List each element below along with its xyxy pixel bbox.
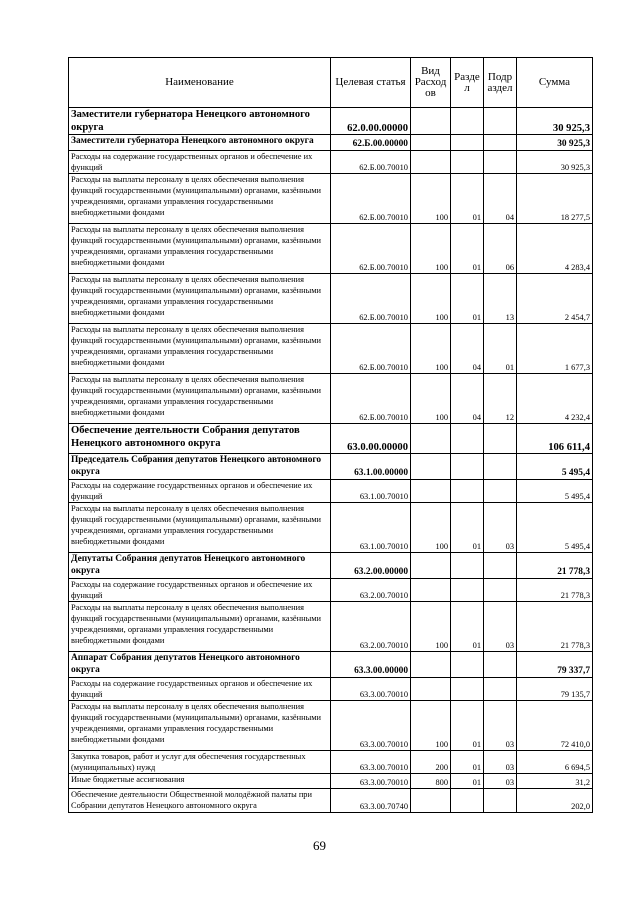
cell-rz	[451, 678, 484, 701]
cell-vid: 100	[411, 374, 451, 424]
cell-sum: 106 611,4	[517, 424, 593, 454]
cell-name: Расходы на содержание государственных органов и обеспечение их функций	[69, 678, 331, 701]
table-row	[69, 224, 593, 274]
cell-sum: 4 232,4	[517, 374, 593, 424]
cell-name: Расходы на выплаты персоналу в целях обеспечения выполнения функций государственными (муниципальными) органами, казёнными учреждениями, органами управления государственными внебюджетными фондами	[69, 374, 331, 424]
cell-vid: 800	[411, 774, 451, 789]
cell-code: 62.Б.00.70010	[331, 224, 411, 274]
header-target-article: Целевая статья	[331, 58, 411, 108]
table-row	[69, 274, 593, 324]
table-row	[69, 789, 593, 813]
cell-rz	[451, 135, 484, 151]
cell-pr	[484, 553, 517, 579]
cell-code: 63.3.00.00000	[331, 652, 411, 678]
cell-sum: 30 925,3	[517, 151, 593, 174]
cell-code: 63.0.00.00000	[331, 424, 411, 454]
cell-pr: 03	[484, 602, 517, 652]
table-row	[69, 324, 593, 374]
cell-name: Расходы на выплаты персоналу в целях обеспечения выполнения функций государственными (муниципальными) органами, казёнными учреждениями, органами управления государственными внебюджетными фондами	[69, 274, 331, 324]
cell-sum: 79 135,7	[517, 678, 593, 701]
cell-name: Расходы на выплаты персоналу в целях обеспечения выполнения функций государственными (муниципальными) органами, казёнными учреждениями, органами управления государственными внебюджетными фондами	[69, 701, 331, 751]
cell-sum: 5 495,4	[517, 480, 593, 503]
cell-rz	[451, 454, 484, 480]
header-name: Наименование	[69, 58, 331, 108]
cell-pr	[484, 579, 517, 602]
table-row	[69, 774, 593, 789]
table-row	[69, 751, 593, 774]
table-row	[69, 174, 593, 224]
cell-vid	[411, 424, 451, 454]
cell-pr: 04	[484, 174, 517, 224]
cell-sum: 30 925,3	[517, 108, 593, 135]
table-row	[69, 454, 593, 480]
cell-code: 63.3.00.70010	[331, 751, 411, 774]
cell-pr: 03	[484, 503, 517, 553]
cell-sum: 4 283,4	[517, 224, 593, 274]
cell-sum: 79 337,7	[517, 652, 593, 678]
cell-sum: 18 277,5	[517, 174, 593, 224]
cell-rz: 01	[451, 602, 484, 652]
table-row	[69, 652, 593, 678]
table-row	[69, 108, 593, 135]
cell-sum: 2 454,7	[517, 274, 593, 324]
cell-pr: 06	[484, 224, 517, 274]
table-row	[69, 374, 593, 424]
cell-vid	[411, 789, 451, 813]
cell-code: 63.3.00.70740	[331, 789, 411, 813]
cell-pr	[484, 789, 517, 813]
cell-vid	[411, 108, 451, 135]
header-subsection: Подр аздел	[484, 58, 517, 108]
cell-vid: 100	[411, 174, 451, 224]
cell-rz: 04	[451, 324, 484, 374]
cell-rz	[451, 652, 484, 678]
cell-rz	[451, 789, 484, 813]
cell-rz: 01	[451, 274, 484, 324]
cell-name: Расходы на содержание государственных органов и обеспечение их функций	[69, 151, 331, 174]
cell-rz: 01	[451, 174, 484, 224]
cell-vid	[411, 652, 451, 678]
header-sum: Сумма	[517, 58, 593, 108]
table-row	[69, 553, 593, 579]
cell-sum: 6 694,5	[517, 751, 593, 774]
table-row	[69, 135, 593, 151]
table-row	[69, 602, 593, 652]
cell-rz: 01	[451, 751, 484, 774]
cell-vid: 100	[411, 324, 451, 374]
cell-vid: 100	[411, 701, 451, 751]
cell-sum: 21 778,3	[517, 602, 593, 652]
table-row	[69, 503, 593, 553]
cell-name: Расходы на содержание государственных органов и обеспечение их функций	[69, 480, 331, 503]
cell-vid	[411, 135, 451, 151]
cell-vid	[411, 480, 451, 503]
cell-vid	[411, 454, 451, 480]
cell-sum: 5 495,4	[517, 503, 593, 553]
page-number: 69	[313, 838, 326, 853]
cell-vid: 100	[411, 274, 451, 324]
table-row	[69, 424, 593, 454]
cell-sum: 31,2	[517, 774, 593, 789]
cell-sum: 202,0	[517, 789, 593, 813]
cell-code: 63.1.00.70010	[331, 480, 411, 503]
cell-pr	[484, 135, 517, 151]
cell-pr: 03	[484, 751, 517, 774]
cell-name: Депутаты Собрания депутатов Ненецкого автономного округа	[69, 553, 331, 579]
cell-rz	[451, 553, 484, 579]
cell-pr	[484, 454, 517, 480]
cell-sum: 30 925,3	[517, 135, 593, 151]
cell-rz: 01	[451, 774, 484, 789]
cell-vid: 100	[411, 503, 451, 553]
cell-pr	[484, 652, 517, 678]
cell-name: Расходы на выплаты персоналу в целях обеспечения выполнения функций государственными (муниципальными) органами, казёнными учреждениями, органами управления государственными внебюджетными фондами	[69, 324, 331, 374]
cell-code: 62.Б.00.70010	[331, 151, 411, 174]
cell-code: 63.2.00.00000	[331, 553, 411, 579]
cell-code: 62.Б.00.70010	[331, 374, 411, 424]
cell-vid: 100	[411, 224, 451, 274]
cell-code: 63.2.00.70010	[331, 602, 411, 652]
cell-code: 62.Б.00.70010	[331, 324, 411, 374]
cell-name: Заместители губернатора Ненецкого автономного округа	[69, 135, 331, 151]
cell-rz: 04	[451, 374, 484, 424]
cell-code: 62.Б.00.70010	[331, 174, 411, 224]
cell-pr: 01	[484, 324, 517, 374]
cell-vid	[411, 151, 451, 174]
cell-pr	[484, 424, 517, 454]
cell-rz	[451, 151, 484, 174]
table-header-row	[69, 58, 593, 108]
cell-code: 63.3.00.70010	[331, 701, 411, 751]
cell-name: Аппарат Собрания депутатов Ненецкого автономного округа	[69, 652, 331, 678]
cell-sum: 21 778,3	[517, 579, 593, 602]
cell-code: 63.2.00.70010	[331, 579, 411, 602]
header-expense-type: Вид Расход ов	[411, 58, 451, 108]
cell-name: Иные бюджетные ассигнования	[69, 774, 331, 789]
cell-vid	[411, 553, 451, 579]
cell-code: 63.1.00.70010	[331, 503, 411, 553]
cell-name: Заместители губернатора Ненецкого автономного округа	[69, 108, 331, 135]
cell-name: Обеспечение деятельности Общественной молодёжной палаты при Собрании депутатов Ненецкого автономного округа	[69, 789, 331, 813]
cell-rz	[451, 424, 484, 454]
cell-name: Председатель Собрания депутатов Ненецкого автономного округа	[69, 454, 331, 480]
cell-rz	[451, 480, 484, 503]
cell-name: Расходы на выплаты персоналу в целях обеспечения выполнения функций государственными (муниципальными) органами, казёнными учреждениями, органами управления государственными внебюджетными фондами	[69, 602, 331, 652]
cell-pr: 12	[484, 374, 517, 424]
cell-rz: 01	[451, 701, 484, 751]
cell-name: Закупка товаров, работ и услуг для обеспечения государственных (муниципальных) нужд	[69, 751, 331, 774]
table-row	[69, 678, 593, 701]
cell-code: 62.Б.00.70010	[331, 274, 411, 324]
table-row	[69, 701, 593, 751]
table-row	[69, 579, 593, 602]
cell-rz	[451, 108, 484, 135]
cell-name: Обеспечение деятельности Собрания депутатов Ненецкого автономного округа	[69, 424, 331, 454]
cell-vid: 200	[411, 751, 451, 774]
cell-sum: 5 495,4	[517, 454, 593, 480]
table-row	[69, 480, 593, 503]
cell-sum: 1 677,3	[517, 324, 593, 374]
cell-name: Расходы на выплаты персоналу в целях обеспечения выполнения функций государственными (муниципальными) органами, казёнными учреждениями, органами управления государственными внебюджетными фондами	[69, 224, 331, 274]
cell-code: 62.Б.00.00000	[331, 135, 411, 151]
cell-vid	[411, 579, 451, 602]
cell-pr: 03	[484, 701, 517, 751]
cell-code: 63.1.00.00000	[331, 454, 411, 480]
cell-name: Расходы на выплаты персоналу в целях обеспечения выполнения функций государственными (муниципальными) органами, казёнными учреждениями, органами управления государственными внебюджетными фондами	[69, 174, 331, 224]
cell-pr: 13	[484, 274, 517, 324]
cell-name: Расходы на выплаты персоналу в целях обеспечения выполнения функций государственными (муниципальными) органами, казёнными учреждениями, органами управления государственными внебюджетными фондами	[69, 503, 331, 553]
cell-code: 63.3.00.70010	[331, 774, 411, 789]
cell-sum: 21 778,3	[517, 553, 593, 579]
table-row	[69, 151, 593, 174]
cell-pr: 03	[484, 774, 517, 789]
cell-pr	[484, 480, 517, 503]
cell-pr	[484, 678, 517, 701]
cell-rz: 01	[451, 503, 484, 553]
cell-rz	[451, 579, 484, 602]
cell-sum: 72 410,0	[517, 701, 593, 751]
cell-code: 63.3.00.70010	[331, 678, 411, 701]
cell-vid: 100	[411, 602, 451, 652]
budget-table	[68, 57, 593, 813]
cell-rz: 01	[451, 224, 484, 274]
cell-pr	[484, 108, 517, 135]
cell-vid	[411, 678, 451, 701]
cell-name: Расходы на содержание государственных органов и обеспечение их функций	[69, 579, 331, 602]
cell-code: 62.0.00.00000	[331, 108, 411, 135]
cell-pr	[484, 151, 517, 174]
header-section: Разде л	[451, 58, 484, 108]
